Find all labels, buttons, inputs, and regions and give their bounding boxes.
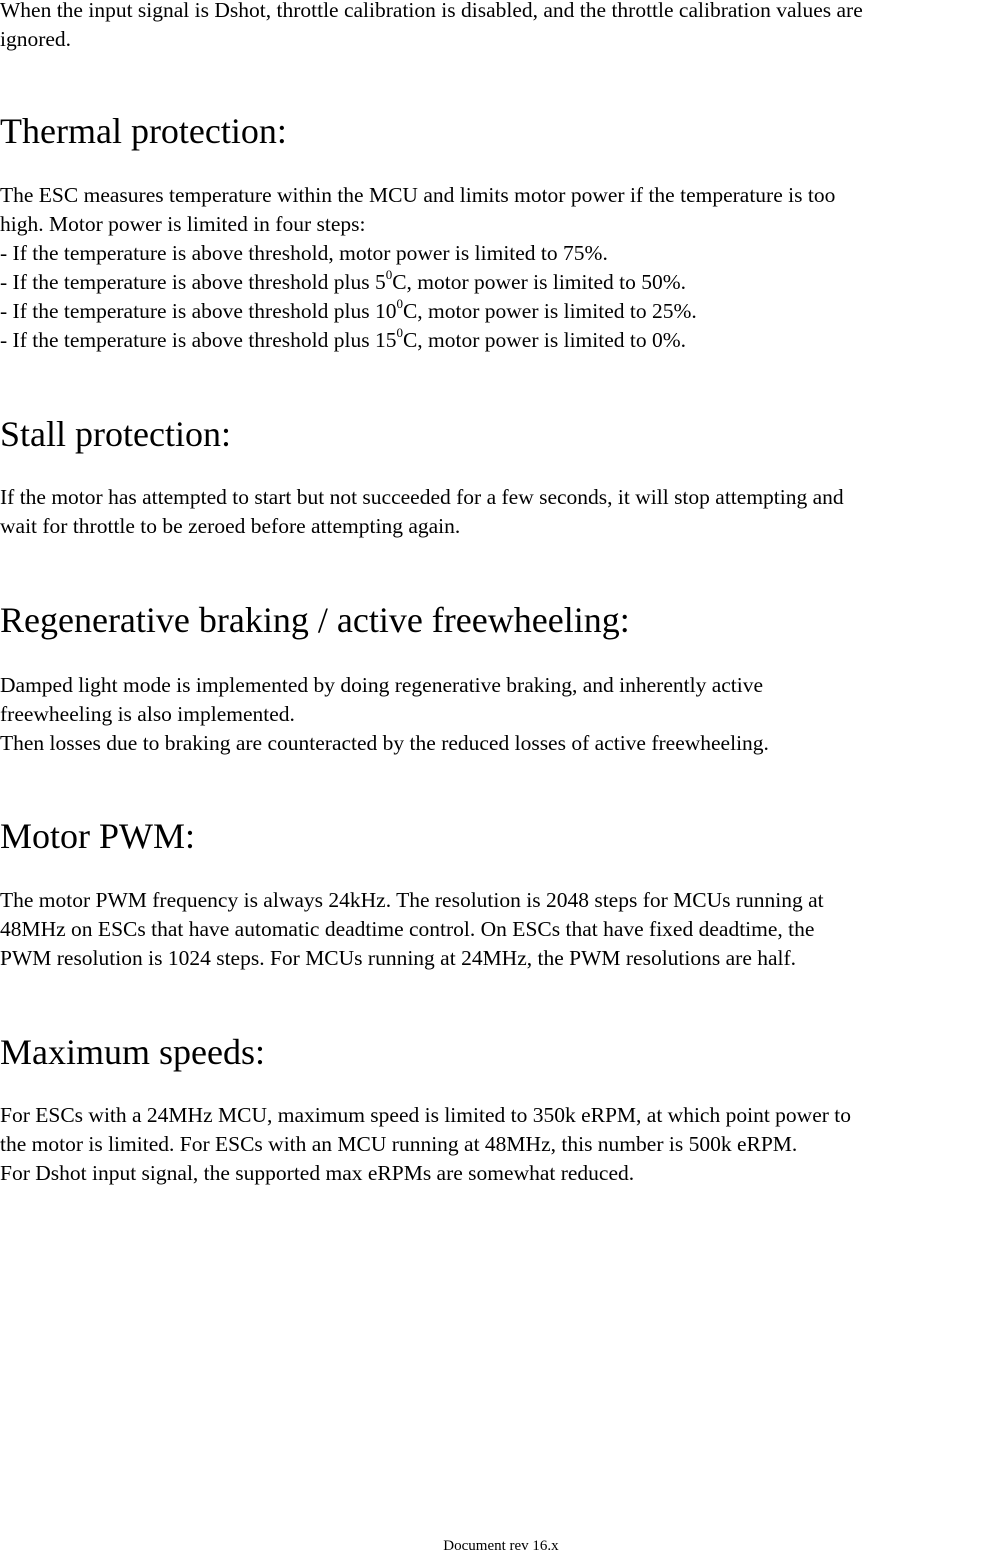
stall-line-1: If the motor has attempted to start but not succeeded for a few seconds, it will stop attempting and (0, 485, 844, 509)
pwm-line-1: The motor PWM frequency is always 24kHz. The resolution is 2048 steps for MCUs running at (0, 888, 824, 912)
regen-line-2: freewheeling is also implemented. (0, 702, 295, 726)
regen-paragraph (0, 671, 769, 758)
intro-line-1: When the input signal is Dshot, throttle calibration is disabled, and the throttle calibration values are (0, 0, 863, 22)
regen-line-1: Damped light mode is implemented by doing regenerative braking, and inherently active (0, 673, 764, 697)
thermal-line-1: The ESC measures temperature within the MCU and limits motor power if the temperature is too (0, 183, 836, 207)
thermal-step-4: - If the temperature is above threshold plus $15^0C$, motor power is limited to 0%. (0, 324, 687, 352)
pwm-paragraph (0, 886, 824, 973)
speeds-line-3: For Dshot input signal, the supported max eRPMs are somewhat reduced. (0, 1161, 635, 1185)
speeds-heading: Maximum speeds: (0, 1032, 265, 1072)
pwm-line-2: 48MHz on ESCs that have automatic deadtime control. On ESCs that have fixed deadtime, the (0, 917, 815, 941)
thermal-step-3: - If the temperature is above threshold plus $10^0C$, motor power is limited to 25%. (0, 295, 697, 323)
intro-line-2: ignored. (0, 27, 72, 51)
regen-heading: Regenerative braking / active freewheeling: (0, 600, 630, 640)
thermal-heading: Thermal protection: (0, 111, 287, 151)
pwm-heading: Motor PWM: (0, 816, 196, 856)
thermal-step-1: - If the temperature is above threshold, motor power is limited to 75%. (0, 241, 608, 265)
pwm-line-3: PWM resolution is 1024 steps. For MCUs running at 24MHz, the PWM resolutions are half. (0, 946, 797, 970)
intro-paragraph (0, 0, 863, 54)
regen-line-3: Then losses due to braking are counteracted by the reduced losses of active freewheeling. (0, 731, 769, 755)
speeds-paragraph (0, 1101, 851, 1188)
page-footer: Document rev 16.x (443, 1538, 559, 1554)
thermal-step-2: - If the temperature is above threshold plus $5^0C$, motor power is limited to 50%. (0, 266, 687, 294)
thermal-paragraph (0, 181, 835, 355)
stall-line-2: wait for throttle to be zeroed before attempting again. (0, 514, 461, 538)
speeds-line-1: For ESCs with a 24MHz MCU, maximum speed is limited to 350k eRPM, at which point power to (0, 1103, 852, 1127)
stall-heading: Stall protection: (0, 414, 231, 454)
stall-paragraph (0, 483, 844, 541)
thermal-line-2: high. Motor power is limited in four steps: (0, 212, 366, 236)
speeds-line-2: the motor is limited. For ESCs with an MCU running at 48MHz, this number is 500k eRPM. (0, 1132, 798, 1156)
